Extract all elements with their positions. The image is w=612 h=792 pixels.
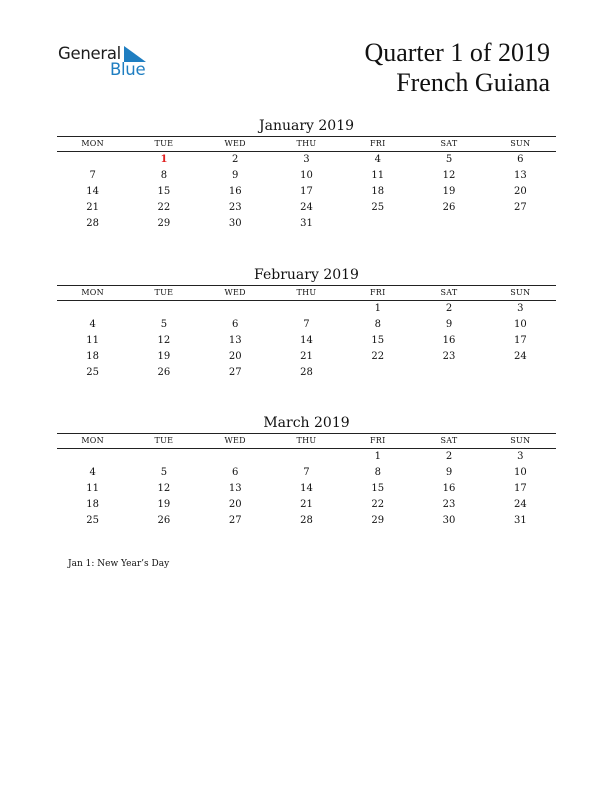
day-cell: 5 (445, 154, 453, 165)
week-row (57, 449, 556, 465)
day-cell: 6 (517, 154, 524, 165)
page-title (364, 38, 550, 98)
weekday-label: WED (224, 139, 246, 148)
day-cell: 26 (157, 367, 171, 378)
title-quarter: Quarter 1 of 2019 (364, 38, 550, 67)
month-title: March 2019 (263, 415, 350, 431)
logo-word-blue: Blue (110, 60, 146, 79)
day-cell: 11 (86, 335, 99, 346)
day-cell (128, 301, 199, 317)
day-cell: 27 (228, 367, 242, 378)
day-cell: 6 (232, 467, 239, 478)
day-cell: 3 (303, 154, 310, 165)
day-cell: 19 (157, 351, 171, 362)
weekday-label: WED (224, 436, 246, 445)
week-row (57, 513, 556, 529)
day-cell (413, 365, 484, 381)
day-cell: 18 (86, 351, 99, 362)
day-cell: 30 (442, 515, 456, 526)
general-blue-logo (58, 44, 158, 84)
day-cell (413, 216, 484, 232)
title-region: French Guiana (396, 68, 550, 97)
week-row (57, 152, 556, 168)
weekday-label: WED (224, 288, 246, 297)
day-cell: 8 (374, 319, 381, 330)
week-row (57, 200, 556, 216)
day-cell: 26 (157, 515, 171, 526)
day-cell: 1 (374, 451, 381, 462)
day-cell: 2 (232, 154, 239, 165)
day-cell: 1 (160, 154, 168, 165)
day-cell: 16 (228, 186, 242, 197)
weekday-label: THU (296, 288, 317, 297)
day-cell (200, 449, 271, 465)
day-cell: 17 (513, 335, 527, 346)
weekday-label: SUN (510, 139, 531, 148)
day-cell: 5 (160, 467, 168, 478)
week-row (57, 216, 556, 232)
month-march (57, 413, 556, 529)
day-cell: 17 (300, 186, 313, 197)
day-cell (485, 365, 556, 381)
day-cell: 4 (374, 154, 381, 165)
weekday-label: SUN (510, 288, 531, 297)
day-cell: 19 (442, 186, 456, 197)
weekday-header (57, 136, 556, 152)
day-cell: 21 (86, 202, 99, 213)
day-cell: 16 (442, 483, 456, 494)
logo-word-general: General (58, 44, 121, 63)
day-cell: 22 (157, 202, 171, 213)
holiday-note: Jan 1: New Year’s Day (68, 559, 170, 569)
day-cell (342, 365, 413, 381)
day-cell: 9 (445, 319, 453, 330)
day-cell: 19 (157, 499, 171, 510)
weekday-label: MON (81, 288, 104, 297)
day-cell: 24 (300, 202, 313, 213)
day-cell: 8 (374, 467, 381, 478)
day-cell: 28 (300, 367, 313, 378)
day-cell: 20 (228, 351, 242, 362)
day-cell: 14 (86, 186, 99, 197)
day-cell: 20 (513, 186, 527, 197)
day-cell: 10 (513, 467, 527, 478)
month-title: January 2019 (258, 118, 355, 134)
day-cell: 11 (86, 483, 99, 494)
day-cell: 25 (86, 515, 99, 526)
day-cell: 18 (371, 186, 385, 197)
day-cell: 23 (442, 499, 456, 510)
day-cell: 31 (513, 515, 527, 526)
week-row (57, 333, 556, 349)
day-cell: 4 (89, 467, 96, 478)
day-cell: 28 (300, 515, 313, 526)
day-cell: 6 (232, 319, 239, 330)
day-cell: 7 (89, 170, 96, 181)
day-cell: 23 (442, 351, 456, 362)
weekday-label: FRI (369, 288, 386, 297)
day-cell (57, 301, 128, 317)
weekday-label: SUN (510, 436, 531, 445)
weekday-label: TUE (154, 139, 174, 148)
weekday-label: SAT (440, 139, 458, 148)
day-cell: 18 (86, 499, 99, 510)
month-title: February 2019 (254, 267, 359, 283)
day-cell (57, 152, 128, 168)
day-cell: 13 (228, 483, 242, 494)
month-january (57, 116, 556, 232)
weekday-label: FRI (369, 436, 386, 445)
day-cell: 21 (300, 499, 313, 510)
day-cell: 4 (89, 319, 96, 330)
day-cell: 16 (442, 335, 456, 346)
day-cell: 15 (157, 186, 171, 197)
weekday-label: MON (81, 139, 104, 148)
week-row (57, 349, 556, 365)
day-cell: 24 (513, 499, 527, 510)
week-row (57, 301, 556, 317)
day-cell: 9 (232, 170, 239, 181)
day-cell: 13 (513, 170, 527, 181)
day-cell: 12 (442, 170, 456, 181)
day-cell: 1 (374, 303, 381, 314)
day-cell: 8 (160, 170, 168, 181)
day-cell: 14 (300, 335, 313, 346)
day-cell: 2 (445, 303, 453, 314)
week-row (57, 465, 556, 481)
day-cell (485, 216, 556, 232)
day-cell: 24 (513, 351, 527, 362)
weekday-label: THU (296, 139, 317, 148)
day-cell: 12 (157, 483, 171, 494)
weekday-header (57, 285, 556, 301)
week-row (57, 168, 556, 184)
day-cell: 27 (228, 515, 242, 526)
day-cell: 5 (160, 319, 168, 330)
day-cell: 25 (371, 202, 385, 213)
week-row (57, 497, 556, 513)
day-cell: 15 (371, 483, 385, 494)
day-cell: 29 (371, 515, 385, 526)
weekday-label: SAT (440, 436, 458, 445)
weekday-label: FRI (369, 139, 386, 148)
day-cell (57, 449, 128, 465)
week-row (57, 317, 556, 333)
weekday-label: THU (296, 436, 317, 445)
day-cell: 12 (157, 335, 171, 346)
day-cell (271, 449, 342, 465)
day-cell: 27 (513, 202, 527, 213)
day-cell: 26 (442, 202, 456, 213)
day-cell: 9 (445, 467, 453, 478)
day-cell (271, 301, 342, 317)
weekday-label: MON (81, 436, 104, 445)
day-cell: 7 (303, 467, 310, 478)
day-cell: 3 (517, 451, 524, 462)
day-cell: 2 (445, 451, 453, 462)
day-cell: 17 (513, 483, 527, 494)
weekday-label: TUE (154, 288, 174, 297)
day-cell: 30 (228, 218, 242, 229)
day-cell: 22 (371, 499, 385, 510)
day-cell (200, 301, 271, 317)
day-cell: 7 (303, 319, 310, 330)
day-cell: 31 (300, 218, 313, 229)
week-row (57, 481, 556, 497)
day-cell: 23 (228, 202, 242, 213)
day-cell: 22 (371, 351, 385, 362)
day-cell: 11 (371, 170, 385, 181)
day-cell: 14 (300, 483, 313, 494)
day-cell: 28 (86, 218, 99, 229)
day-cell (128, 449, 199, 465)
day-cell: 20 (228, 499, 242, 510)
day-cell: 10 (300, 170, 313, 181)
day-cell (342, 216, 413, 232)
week-row (57, 365, 556, 381)
week-row (57, 184, 556, 200)
day-cell: 10 (513, 319, 527, 330)
weekday-label: TUE (154, 436, 174, 445)
day-cell: 29 (157, 218, 171, 229)
month-february (57, 265, 556, 381)
weekday-label: SAT (440, 288, 458, 297)
day-cell: 15 (371, 335, 385, 346)
day-cell: 21 (300, 351, 313, 362)
weekday-header (57, 433, 556, 449)
day-cell: 25 (86, 367, 99, 378)
day-cell: 13 (228, 335, 242, 346)
day-cell: 3 (517, 303, 524, 314)
